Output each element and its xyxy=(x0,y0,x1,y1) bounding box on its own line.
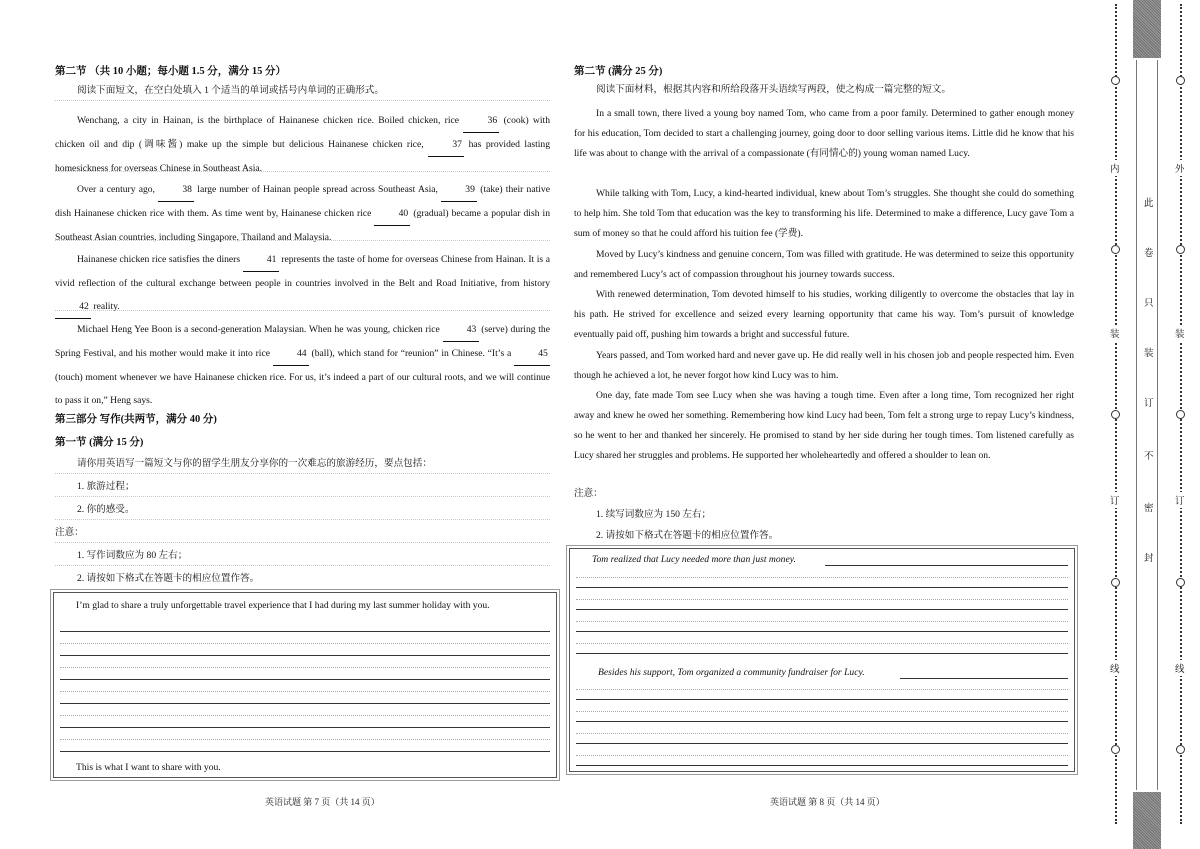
part3-title: 第三部分 写作(共两节，满分 40 分) xyxy=(55,414,217,425)
writing-answer-box[interactable] xyxy=(53,592,557,778)
writing-closing-sentence: This is what I want to share with you. xyxy=(76,762,221,773)
story-paragraph-1: In a small town, there lived a young boy named Tom, who came from a poor family. Determined to gather enough money for his education, Tom decided to start a challenging journey, going door to door selling various items. Little did he know that his life was about to change with the arrival of a compassionate (有同情心的) young woman named Lucy. xyxy=(574,108,1074,159)
band-char-3: 只 xyxy=(1144,298,1154,309)
note-2: 2. 请按如下格式在答题卡的相应位置作答。 xyxy=(77,573,260,584)
story-paragraph-5: Years passed, and Tom worked hard and never gave up. He did really well in his chosen job and people respected him. Even though he achieved a lot, he never forgot how kind Lucy was to him. xyxy=(574,350,1074,381)
inner-char-3: 订 xyxy=(1110,492,1120,508)
left-page xyxy=(55,0,550,849)
band-char-1: 此 xyxy=(1144,198,1154,209)
writing-opening-sentence: I’m glad to share a truly unforgettable travel experience that I had during my last summer holiday with you. xyxy=(76,600,490,611)
story-paragraph-6: One day, fate made Tom see Lucy when she was having a tough time. Even after a long time, Tom recognized her right away and knew he owed her something. Remembering how kind Lucy had been, Tom felt a strong urge to repay Lucy’s kindness, so he went to her and thanked her sincerely. He promised to stand by her side during her tough times. Tom listened carefully as Lucy shared her struggles and problems. He supported her wholeheartedly and offered a shoulder to lean on. xyxy=(574,390,1074,461)
blank-40[interactable]: 40 xyxy=(374,202,410,226)
blank-37[interactable]: 37 xyxy=(428,133,464,157)
blank-41[interactable]: 41 xyxy=(243,248,279,272)
band-char-8: 封 xyxy=(1144,553,1154,564)
continuation-note-1: 1. 续写词数应为 150 左右； xyxy=(596,509,712,520)
blank-45[interactable]: 45 xyxy=(514,342,550,366)
band-char-4: 装 xyxy=(1144,348,1154,359)
inner-char-1: 内 xyxy=(1110,160,1120,176)
band-char-5: 订 xyxy=(1144,398,1154,409)
continuation-answer-box[interactable] xyxy=(569,548,1075,772)
blank-36[interactable]: 36 xyxy=(463,109,499,133)
continuation-instructions: 阅读下面材料，根据其内容和所给段落开头语续写两段，使之构成一篇完整的短文。 xyxy=(596,84,951,95)
outer-char-4: 线 xyxy=(1175,660,1185,676)
outer-char-2: 装 xyxy=(1175,325,1185,341)
story-paragraph-2: While talking with Tom, Lucy, a kind-hearted individual, knew about Tom’s struggles. She thought she could do something to help him. She told Tom that education was the key to transforming his life. Determined to make a difference, Lucy gave Tom a sum of money so that he could afford his tuition fee (学费). xyxy=(574,188,1074,239)
cloze-paragraph-2: Over a century ago, 38 large number of Hainan people spread across Southeast Asia, 39 (take) their native dish Hainanese chicken rice with them. As time went by, Hainanese chicken rice 40 (gradual) became a popular dish in Southeast Asian countries, including Singapore, Thailand and Malaysia. xyxy=(55,178,550,249)
continuation-start-2: Besides his support, Tom organized a community fundraiser for Lucy. xyxy=(598,667,865,678)
writing-instructions: 请你用英语写一篇短文与你的留学生朋友分享你的一次难忘的旅游经历，要点包括： xyxy=(77,458,432,469)
outer-char-3: 订 xyxy=(1175,492,1185,508)
right-page xyxy=(574,0,1074,849)
continuation-note-2: 2. 请按如下格式在答题卡的相应位置作答。 xyxy=(596,530,779,541)
point-1: 1. 旅游过程； xyxy=(77,481,135,492)
binding-strip xyxy=(1098,0,1200,849)
blank-39[interactable]: 39 xyxy=(441,178,477,202)
band-char-2: 卷 xyxy=(1144,248,1154,259)
cloze-paragraph-1: Wenchang, a city in Hainan, is the birthplace of Hainanese chicken rice. Boiled chicken, rice 36 (cook) with chicken oil and dip (调味酱) make up the simple but delicious Hainanese chicken rice, 37 has provided lasting homesickness for overseas Chinese in Southeast Asia. xyxy=(55,109,550,180)
story-paragraph-4: With renewed determination, Tom devoted himself to his studies, working diligently to overcome the obstacles that lay in his path. He strived for excellence and seized every learning opportunity that came his way. Tom’s pursuit of knowledge eventually paid off, pushing him towards a bright and successful future. xyxy=(574,289,1074,340)
band-char-7: 密 xyxy=(1144,503,1154,514)
blank-38[interactable]: 38 xyxy=(158,178,194,202)
note-1: 1. 写作词数应为 80 左右； xyxy=(77,550,188,561)
cloze-paragraph-3: Hainanese chicken rice satisfies the diners 41 represents the taste of home for overseas Chinese from Hainan. It is a vivid reflection of the cultural exchange between people in countries involved in the Belt and Road Initiative, from history 42 reality. xyxy=(55,248,550,319)
story-paragraph-3: Moved by Lucy’s kindness and genuine concern, Tom was filled with gratitude. He was determined to seize this opportunity and remembered Lucy’s act of compassion throughout his journey towards success. xyxy=(574,249,1074,280)
band-char-6: 不 xyxy=(1144,451,1154,462)
outer-char-1: 外 xyxy=(1175,160,1185,176)
page-footer-7: 英语试题 第 7 页（共 14 页） xyxy=(265,797,380,807)
continuation-section-title: 第二节 (满分 25 分) xyxy=(574,66,663,77)
cloze-paragraph-4: Michael Heng Yee Boon is a second-generation Malaysian. When he was young, chicken rice 43 (serve) during the Spring Festival, and his mother would make it into rice 44 (ball), which stand for “reunion” in Chinese. “It’s a 45 (touch) moment whenever we have Hainanese chicken rice. For us, it’s indeed a part of our cultural roots, and we will continue to pass it on,” Heng says. xyxy=(55,318,550,412)
blank-43[interactable]: 43 xyxy=(443,318,479,342)
section2-instructions: 阅读下面短文，在空白处填入 1 个适当的单词或括号内单词的正确形式。 xyxy=(77,85,384,96)
writing-section1-title: 第一节 (满分 15 分) xyxy=(55,437,144,448)
continuation-start-1: Tom realized that Lucy needed more than just money. xyxy=(592,554,796,565)
blank-44[interactable]: 44 xyxy=(273,342,309,366)
note-label: 注意： xyxy=(55,527,84,538)
inner-char-4: 线 xyxy=(1110,660,1120,676)
inner-char-2: 装 xyxy=(1110,325,1120,341)
point-2: 2. 你的感受。 xyxy=(77,504,135,515)
continuation-note-label: 注意： xyxy=(574,488,603,499)
page-footer-8: 英语试题 第 8 页（共 14 页） xyxy=(770,797,885,807)
section2-title: 第二节 （共 10 小题；每小题 1.5 分，满分 15 分） xyxy=(55,66,286,77)
binding-band xyxy=(1133,0,1161,849)
blank-42[interactable]: 42 xyxy=(55,295,91,319)
